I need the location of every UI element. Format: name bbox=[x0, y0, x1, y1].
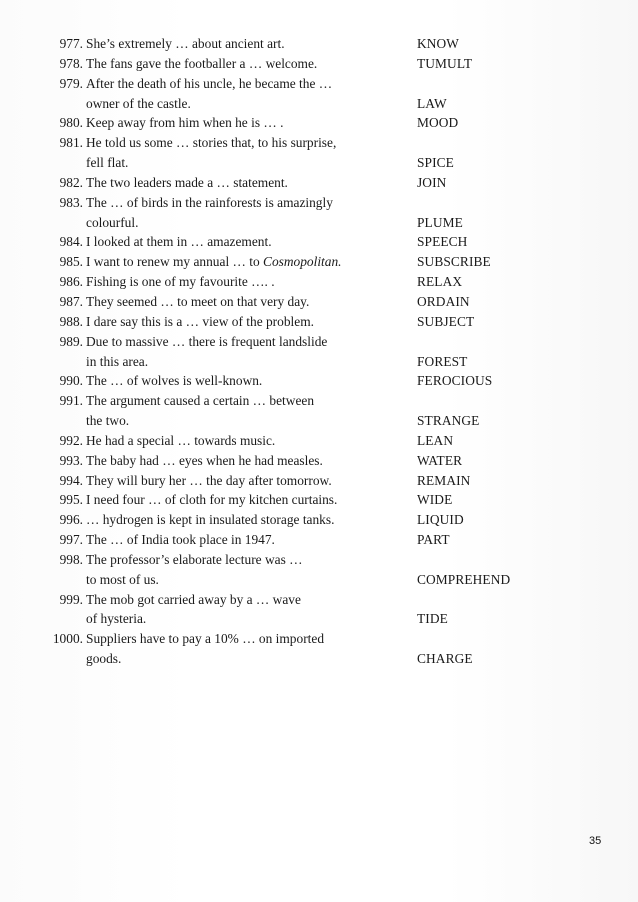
exercise-item bbox=[46, 292, 516, 312]
exercise-line bbox=[46, 252, 516, 272]
stem-word: WIDE bbox=[417, 492, 453, 508]
item-number: 989. bbox=[59, 333, 83, 349]
sentence-text bbox=[86, 530, 275, 550]
item-number: 983. bbox=[59, 194, 83, 210]
exercise-line bbox=[46, 471, 516, 491]
exercise-item bbox=[46, 431, 516, 451]
stem-word: MOOD bbox=[417, 115, 459, 131]
item-number: 999. bbox=[59, 591, 83, 607]
item-number: 984. bbox=[59, 234, 83, 250]
sentence-fragment: He had a special … towards music. bbox=[86, 432, 276, 448]
exercise-line bbox=[46, 431, 516, 451]
sentence-fragment: After the death of his uncle, he became the … bbox=[86, 75, 333, 91]
exercise-line bbox=[46, 371, 516, 391]
exercise-line bbox=[46, 451, 516, 471]
item-number: 987. bbox=[59, 293, 83, 309]
sentence-text bbox=[86, 471, 332, 491]
stem-word: TUMULT bbox=[417, 55, 473, 71]
exercise-line bbox=[46, 332, 516, 352]
item-number: 998. bbox=[59, 551, 83, 567]
sentence-text bbox=[86, 609, 146, 629]
sentence-fragment: He told us some … stories that, to his surprise, bbox=[86, 135, 337, 151]
exercise-line bbox=[46, 510, 516, 530]
exercise-item bbox=[46, 629, 516, 669]
item-number: 990. bbox=[59, 373, 83, 389]
exercise-item bbox=[46, 232, 516, 252]
stem-word: WATER bbox=[417, 452, 463, 468]
exercise-line bbox=[46, 590, 516, 610]
sentence-text bbox=[86, 312, 314, 332]
sentence-text bbox=[86, 153, 128, 173]
sentence-fragment: of hysteria. bbox=[86, 611, 147, 627]
sentence-fragment: The … of wolves is well-known. bbox=[86, 373, 263, 389]
exercise-line bbox=[46, 530, 516, 550]
sentence-text bbox=[86, 272, 275, 292]
exercise-line bbox=[46, 411, 516, 431]
exercise-item bbox=[46, 193, 516, 233]
stem-word: PART bbox=[417, 532, 450, 548]
sentence-fragment: They will bury her … the day after tomorrow. bbox=[86, 472, 332, 488]
item-number: 985. bbox=[59, 254, 83, 270]
sentence-text bbox=[86, 113, 283, 133]
item-number: 986. bbox=[59, 274, 83, 290]
sentence-fragment: The mob got carried away by a … wave bbox=[86, 591, 301, 607]
sentence-fragment: colourful. bbox=[86, 214, 139, 230]
exercise-line bbox=[46, 113, 516, 133]
exercise-line bbox=[46, 153, 516, 173]
stem-word: COMPREHEND bbox=[417, 571, 511, 587]
exercise-line bbox=[46, 292, 516, 312]
exercise-item bbox=[46, 332, 516, 372]
sentence-fragment: I want to renew my annual … to bbox=[86, 254, 264, 270]
sentence-fragment: The … of India took place in 1947. bbox=[86, 532, 275, 548]
stem-word: FOREST bbox=[417, 353, 468, 369]
sentence-fragment: Fishing is one of my favourite …. . bbox=[86, 274, 275, 290]
stem-word: LAW bbox=[417, 95, 447, 111]
sentence-fragment: I need four … of cloth for my kitchen curtains. bbox=[86, 492, 338, 508]
sentence-fragment: in this area. bbox=[86, 353, 149, 369]
item-number: 993. bbox=[59, 452, 83, 468]
exercise-item bbox=[46, 530, 516, 550]
sentence-fragment: fell flat. bbox=[86, 155, 129, 171]
stem-word: TIDE bbox=[417, 611, 448, 627]
item-number: 981. bbox=[59, 135, 83, 151]
sentence-fragment: The professor’s elaborate lecture was … bbox=[86, 551, 303, 567]
stem-word: SUBSCRIBE bbox=[417, 254, 491, 270]
exercise-line bbox=[46, 649, 516, 669]
item-number: 996. bbox=[59, 512, 83, 528]
exercise-item bbox=[46, 391, 516, 431]
sentence-text bbox=[86, 232, 272, 252]
exercise-line bbox=[46, 550, 516, 570]
stem-word: REMAIN bbox=[417, 472, 471, 488]
exercise-line bbox=[46, 232, 516, 252]
stem-word: LEAN bbox=[417, 432, 454, 448]
exercise-item bbox=[46, 451, 516, 471]
exercise-item bbox=[46, 252, 516, 272]
sentence-text bbox=[86, 94, 191, 114]
item-number: 980. bbox=[59, 115, 83, 131]
exercise-item bbox=[46, 471, 516, 491]
exercise-item bbox=[46, 54, 516, 74]
sentence-fragment: owner of the castle. bbox=[86, 95, 191, 111]
exercise-line bbox=[46, 213, 516, 233]
exercise-item bbox=[46, 74, 516, 114]
sentence-fragment: The baby had … eyes when he had measles. bbox=[86, 452, 323, 468]
exercise-line bbox=[46, 193, 516, 213]
sentence-text bbox=[86, 213, 138, 233]
italic-title: Cosmopolitan. bbox=[263, 254, 342, 270]
exercise-line bbox=[46, 352, 516, 372]
sentence-text bbox=[86, 490, 337, 510]
sentence-text bbox=[86, 332, 327, 352]
stem-word: RELAX bbox=[417, 274, 463, 290]
sentence-text bbox=[86, 352, 148, 372]
exercise-line bbox=[46, 391, 516, 411]
item-number: 994. bbox=[59, 472, 83, 488]
stem-word: LIQUID bbox=[417, 512, 464, 528]
item-number: 978. bbox=[59, 55, 83, 71]
exercise-line bbox=[46, 609, 516, 629]
item-number: 995. bbox=[59, 492, 83, 508]
stem-word: FEROCIOUS bbox=[417, 373, 493, 389]
sentence-text bbox=[86, 193, 333, 213]
sentence-fragment: to most of us. bbox=[86, 571, 159, 587]
stem-word: CHARGE bbox=[417, 651, 473, 667]
exercise-item bbox=[46, 34, 516, 54]
sentence-fragment: the two. bbox=[86, 413, 130, 429]
sentence-fragment: The two leaders made a … statement. bbox=[86, 174, 288, 190]
exercise-line bbox=[46, 54, 516, 74]
sentence-text bbox=[86, 570, 159, 590]
exercise-line bbox=[46, 272, 516, 292]
sentence-text bbox=[86, 550, 303, 570]
stem-word: ORDAIN bbox=[417, 293, 470, 309]
sentence-fragment: I dare say this is a … view of the problem. bbox=[86, 313, 314, 329]
exercise-item bbox=[46, 133, 516, 173]
stem-word: STRANGE bbox=[417, 413, 480, 429]
item-number: 977. bbox=[59, 36, 83, 51]
sentence-text bbox=[86, 590, 301, 610]
sentence-text bbox=[86, 391, 314, 411]
sentence-fragment: The argument caused a certain … between bbox=[86, 393, 315, 409]
stem-word: JOIN bbox=[417, 174, 447, 190]
sentence-text bbox=[86, 74, 332, 94]
sentence-text bbox=[86, 252, 342, 272]
stem-word: SPEECH bbox=[417, 234, 468, 250]
item-number: 992. bbox=[59, 432, 83, 448]
exercise-item bbox=[46, 312, 516, 332]
sentence-text bbox=[86, 54, 317, 74]
sentence-fragment: Suppliers have to pay a 10% … on imported bbox=[86, 631, 325, 647]
exercise-item bbox=[46, 590, 516, 630]
page-number: 35 bbox=[589, 835, 602, 847]
sentence-text bbox=[86, 649, 121, 669]
exercise-line bbox=[46, 74, 516, 94]
exercise-line bbox=[46, 629, 516, 649]
exercise-line bbox=[46, 312, 516, 332]
sentence-fragment: The fans gave the footballer a … welcome. bbox=[86, 55, 318, 71]
sentence-text bbox=[86, 173, 288, 193]
exercise-line bbox=[46, 94, 516, 114]
exercise-line bbox=[46, 570, 516, 590]
stem-word: SPICE bbox=[417, 155, 454, 171]
sentence-text bbox=[86, 34, 285, 54]
sentence-fragment: … hydrogen is kept in insulated storage tanks. bbox=[86, 512, 335, 528]
sentence-text bbox=[86, 431, 275, 451]
sentence-text bbox=[86, 510, 334, 530]
sentence-fragment: I looked at them in … amazement. bbox=[86, 234, 272, 250]
sentence-text bbox=[86, 133, 336, 153]
item-number: 1000. bbox=[52, 631, 83, 647]
exercise-line bbox=[46, 490, 516, 510]
sentence-fragment: She’s extremely … about ancient art. bbox=[86, 36, 285, 51]
stem-word: KNOW bbox=[417, 36, 460, 51]
exercise-item bbox=[46, 173, 516, 193]
exercise-item bbox=[46, 272, 516, 292]
exercise-line bbox=[46, 173, 516, 193]
exercise-line bbox=[46, 34, 516, 54]
item-number: 997. bbox=[59, 532, 83, 548]
sentence-text bbox=[86, 629, 324, 649]
item-number: 982. bbox=[59, 174, 83, 190]
sentence-fragment: goods. bbox=[86, 651, 122, 667]
sentence-text bbox=[86, 292, 309, 312]
sentence-fragment: Keep away from him when he is … . bbox=[86, 115, 284, 131]
exercise-list bbox=[46, 34, 516, 669]
sentence-fragment: Due to massive … there is frequent landslide bbox=[86, 333, 328, 349]
sentence-fragment: The … of birds in the rainforests is amazingly bbox=[86, 194, 333, 210]
sentence-text bbox=[86, 451, 323, 471]
sentence-text bbox=[86, 411, 129, 431]
stem-word: PLUME bbox=[417, 214, 463, 230]
item-number: 979. bbox=[59, 75, 83, 91]
exercise-item bbox=[46, 510, 516, 530]
item-number: 988. bbox=[59, 313, 83, 329]
sentence-fragment: They seemed … to meet on that very day. bbox=[86, 293, 310, 309]
stem-word: SUBJECT bbox=[417, 313, 475, 329]
item-number: 991. bbox=[59, 393, 83, 409]
exercise-item bbox=[46, 490, 516, 510]
exercise-line bbox=[46, 133, 516, 153]
sentence-text bbox=[86, 371, 262, 391]
exercise-item bbox=[46, 550, 516, 590]
exercise-item bbox=[46, 371, 516, 391]
exercise-item bbox=[46, 113, 516, 133]
